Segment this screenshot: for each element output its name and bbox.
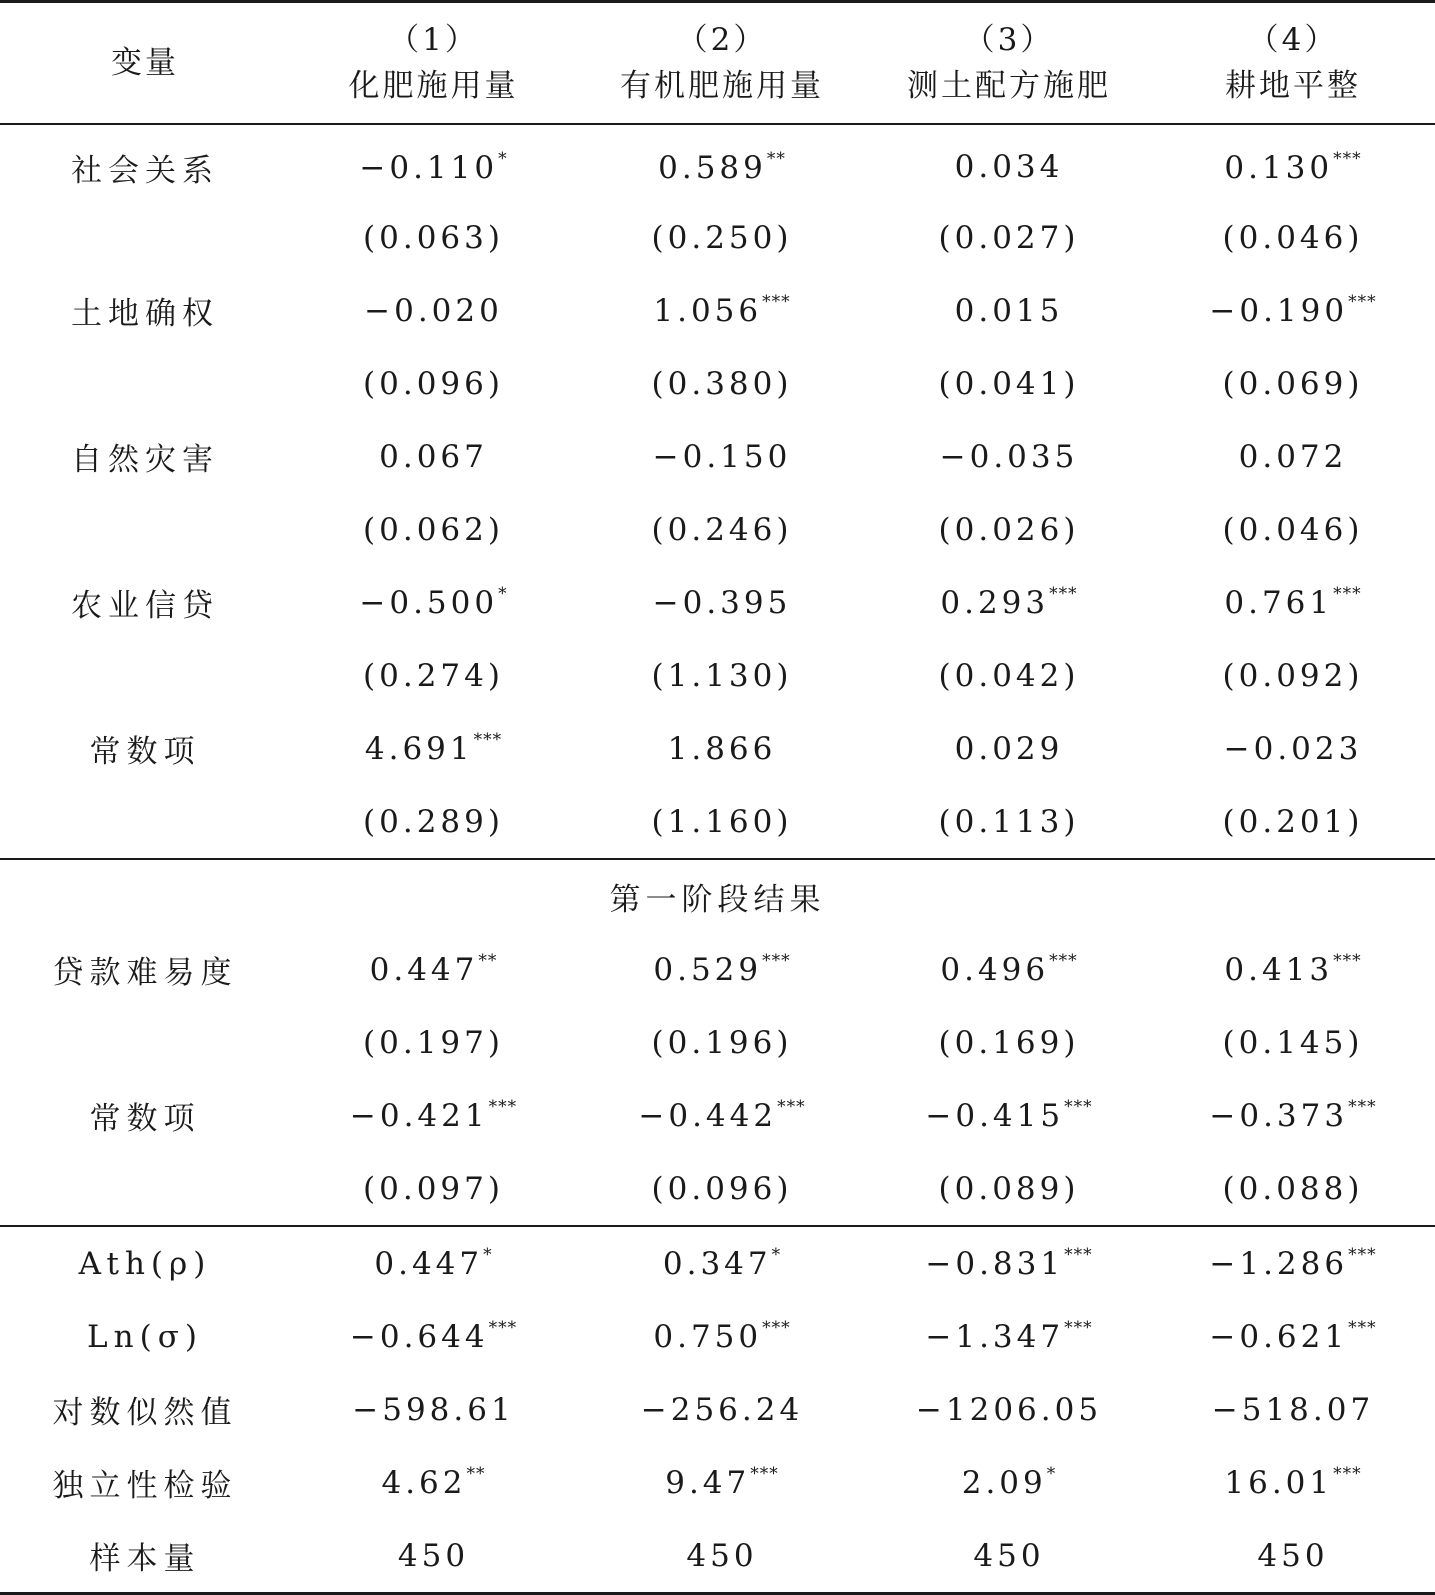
- coefficient-value: (1.160): [651, 803, 793, 840]
- table-row: [0, 493, 1435, 566]
- variable-label: 对数似然值: [52, 1395, 238, 1431]
- coefficient-value: 4.691: [364, 731, 474, 767]
- table-row: [0, 347, 1435, 420]
- value-cell: [867, 1300, 1151, 1373]
- variable-label: [0, 493, 290, 566]
- value-cell: [290, 1373, 577, 1446]
- table-row: [0, 1446, 1435, 1519]
- value-cell: [290, 712, 577, 785]
- value-cell: [867, 1373, 1151, 1446]
- coefficient-value: 9.47: [665, 1465, 751, 1501]
- significance-stars: ***: [1333, 584, 1362, 604]
- table-row: [0, 274, 1435, 347]
- value-cell: [1151, 493, 1435, 566]
- column-header-3: [867, 2, 1151, 125]
- value-cell: [867, 1006, 1151, 1079]
- coefficient-value: −256.24: [640, 1391, 804, 1428]
- coefficient-value: 450: [973, 1537, 1045, 1574]
- value-cell: [577, 1300, 867, 1373]
- coefficient-value: 0.029: [954, 730, 1064, 767]
- significance-stars: *: [483, 1245, 493, 1265]
- variable-label: 贷款难易度: [52, 955, 238, 991]
- coefficient-value: (0.197): [363, 1024, 504, 1061]
- coefficient-value: (0.169): [938, 1024, 1080, 1061]
- value-cell: [867, 201, 1151, 274]
- value-cell: [290, 785, 577, 859]
- significance-stars: ***: [1348, 292, 1377, 312]
- column-name: 耕地平整: [1225, 68, 1361, 104]
- value-cell: [290, 124, 577, 201]
- coefficient-value: 0.447: [369, 952, 479, 988]
- value-cell: [867, 933, 1151, 1006]
- coefficient-value: (0.046): [1222, 219, 1364, 256]
- significance-stars: ***: [1064, 1245, 1093, 1265]
- coefficient-value: 0.750: [653, 1319, 763, 1355]
- coefficient-value: (0.250): [651, 219, 793, 256]
- variable-label: 农业信贷: [71, 588, 219, 624]
- table-row: [0, 201, 1435, 274]
- coefficient-value: −518.07: [1211, 1391, 1375, 1428]
- table-row: [0, 712, 1435, 785]
- coefficient-value: −1.347: [925, 1319, 1065, 1355]
- value-cell: [290, 274, 577, 347]
- coefficient-value: −0.023: [1223, 730, 1363, 767]
- value-cell: [1151, 1373, 1435, 1446]
- value-cell: [1151, 201, 1435, 274]
- coefficient-value: (0.088): [1222, 1170, 1364, 1207]
- section-title-body: [0, 859, 1435, 933]
- coefficient-value: −0.190: [1209, 293, 1349, 329]
- significance-stars: ***: [1348, 1097, 1377, 1117]
- variable-label: 常数项: [89, 734, 201, 770]
- coefficient-value: (0.246): [651, 511, 793, 548]
- column-header-1: [290, 2, 577, 125]
- significance-stars: ***: [488, 1097, 518, 1117]
- coefficient-value: (0.092): [1222, 657, 1364, 694]
- value-cell: [1151, 1446, 1435, 1519]
- coefficient-value: 0.034: [954, 149, 1064, 185]
- value-cell: [290, 201, 577, 274]
- coefficient-value: 0.015: [954, 292, 1064, 329]
- significance-stars: ***: [762, 951, 791, 971]
- coefficient-value: (0.041): [938, 365, 1080, 402]
- coefficient-value: 0.496: [940, 952, 1050, 988]
- coefficient-value: (0.096): [651, 1170, 793, 1207]
- table-row: [0, 1152, 1435, 1226]
- table-row: [0, 1006, 1435, 1079]
- value-cell: [577, 1446, 867, 1519]
- coefficient-value: (0.201): [1222, 803, 1364, 840]
- significance-stars: *: [1046, 1464, 1057, 1484]
- coefficient-value: (0.289): [363, 803, 504, 840]
- value-cell: [290, 420, 577, 493]
- variable-label: 自然灾害: [71, 442, 219, 478]
- variable-label: [0, 1006, 290, 1079]
- significance-stars: **: [766, 148, 786, 169]
- column-name: 测土配方施肥: [907, 68, 1111, 104]
- value-cell: [867, 274, 1151, 347]
- coefficient-value: (0.113): [938, 803, 1080, 840]
- first-stage-body: [0, 933, 1435, 1226]
- column-number: （2）: [676, 22, 768, 58]
- value-cell: [867, 1226, 1151, 1300]
- table-row: [0, 420, 1435, 493]
- value-cell: [1151, 347, 1435, 420]
- significance-stars: ***: [750, 1464, 779, 1484]
- value-cell: [290, 1519, 577, 1594]
- coefficient-value: (0.096): [363, 365, 504, 402]
- significance-stars: ***: [1333, 148, 1362, 169]
- variable-label: [0, 1152, 290, 1226]
- significance-stars: ***: [777, 1097, 806, 1117]
- variable-label: [0, 347, 290, 420]
- significance-stars: ***: [473, 730, 503, 750]
- variable-label: [0, 785, 290, 859]
- variable-label: 样本量: [0, 1519, 290, 1594]
- coefficient-value: −0.020: [364, 292, 503, 329]
- table-row: [0, 1373, 1435, 1446]
- value-cell: [1151, 1519, 1435, 1594]
- value-cell: [577, 1079, 867, 1152]
- value-cell: [867, 785, 1151, 859]
- value-cell: [577, 1519, 867, 1594]
- value-cell: [867, 1079, 1151, 1152]
- coefficient-value: (0.145): [1222, 1024, 1364, 1061]
- table-row: [0, 1519, 1435, 1594]
- table-row: [0, 785, 1435, 859]
- coefficient-value: −0.395: [652, 584, 792, 621]
- coefficient-value: (0.069): [1222, 365, 1364, 402]
- significance-stars: ***: [1333, 951, 1362, 971]
- coefficient-value: 0.447: [374, 1246, 484, 1282]
- coefficient-value: (1.130): [651, 657, 793, 694]
- value-cell: [867, 639, 1151, 712]
- column-header-2: [577, 2, 867, 125]
- coefficient-value: (0.046): [1222, 511, 1364, 548]
- coefficient-value: (0.274): [363, 657, 504, 694]
- coefficient-value: −0.110: [359, 149, 499, 186]
- coefficient-value: 0.130: [1224, 149, 1334, 186]
- main-results-body: [0, 124, 1435, 859]
- value-cell: [577, 493, 867, 566]
- variable-label: [0, 201, 290, 274]
- value-cell: [577, 420, 867, 493]
- coefficient-value: −0.500: [359, 585, 499, 621]
- value-cell: [1151, 785, 1435, 859]
- table-row: [0, 1300, 1435, 1373]
- column-number: （3）: [963, 22, 1055, 58]
- value-cell: [1151, 566, 1435, 639]
- value-cell: [1151, 420, 1435, 493]
- significance-stars: ***: [1348, 1318, 1377, 1338]
- coefficient-value: 0.761: [1224, 585, 1334, 621]
- significance-stars: ***: [1064, 1097, 1093, 1117]
- coefficient-value: −598.61: [352, 1391, 515, 1428]
- variable-label: Ln(σ): [87, 1318, 203, 1355]
- value-cell: [290, 347, 577, 420]
- column-number: （1）: [388, 22, 479, 58]
- coefficient-value: 0.072: [1238, 438, 1348, 475]
- value-cell: [1151, 274, 1435, 347]
- coefficient-value: (0.089): [938, 1170, 1080, 1207]
- value-cell: [577, 566, 867, 639]
- coefficient-value: (0.026): [938, 511, 1080, 548]
- value-cell: [577, 274, 867, 347]
- coefficient-value: 450: [1257, 1537, 1329, 1574]
- significance-stars: *: [771, 1245, 782, 1265]
- coefficient-value: 450: [397, 1537, 470, 1574]
- statistics-body: [0, 1226, 1435, 1594]
- table-row: [0, 1226, 1435, 1300]
- coefficient-value: (0.062): [363, 511, 504, 548]
- table-row: [0, 1079, 1435, 1152]
- table-row: [0, 124, 1435, 201]
- value-cell: [1151, 1152, 1435, 1226]
- value-cell: [290, 1300, 577, 1373]
- value-cell: [867, 124, 1151, 201]
- table-header-row: [0, 2, 1435, 125]
- significance-stars: **: [466, 1464, 486, 1484]
- value-cell: [290, 1006, 577, 1079]
- value-cell: [1151, 1300, 1435, 1373]
- value-cell: [290, 639, 577, 712]
- coefficient-value: 0.293: [940, 585, 1050, 621]
- significance-stars: *: [498, 148, 508, 169]
- value-cell: [867, 347, 1151, 420]
- column-number: （4）: [1247, 22, 1339, 58]
- coefficient-value: 0.589: [658, 149, 767, 186]
- significance-stars: ***: [1348, 1245, 1377, 1265]
- value-cell: [577, 1226, 867, 1300]
- value-cell: [1151, 933, 1435, 1006]
- value-cell: [867, 1446, 1151, 1519]
- value-cell: [577, 347, 867, 420]
- value-cell: [577, 124, 867, 201]
- significance-stars: ***: [1064, 1318, 1093, 1338]
- value-cell: [867, 493, 1151, 566]
- variable-label: Ath(ρ): [0, 1226, 290, 1300]
- value-cell: [1151, 1006, 1435, 1079]
- coefficient-value: (0.042): [938, 657, 1080, 694]
- variable-label: [0, 639, 290, 712]
- value-cell: [577, 712, 867, 785]
- significance-stars: **: [478, 951, 498, 971]
- value-cell: [290, 1446, 577, 1519]
- value-cell: [577, 1006, 867, 1079]
- coefficient-value: 1.866: [667, 730, 777, 767]
- value-cell: [577, 201, 867, 274]
- significance-stars: ***: [1049, 584, 1078, 604]
- coefficient-value: −0.150: [652, 438, 792, 475]
- coefficient-value: 2.09: [961, 1465, 1047, 1501]
- coefficient-value: −0.831: [925, 1246, 1065, 1282]
- value-cell: [290, 1226, 577, 1300]
- coefficient-value: (0.380): [651, 365, 793, 402]
- section-title: 第一阶段结果: [0, 859, 1435, 933]
- coefficient-value: −0.421: [349, 1098, 489, 1134]
- significance-stars: *: [498, 584, 508, 604]
- variable-header: 变量: [0, 2, 290, 125]
- value-cell: [1151, 124, 1435, 201]
- variable-label: 独立性检验: [52, 1468, 238, 1504]
- column-header-4: [1151, 2, 1435, 125]
- value-cell: [1151, 639, 1435, 712]
- value-cell: [1151, 1079, 1435, 1152]
- coefficient-value: −1206.05: [915, 1391, 1103, 1428]
- coefficient-value: (0.097): [363, 1170, 504, 1207]
- value-cell: [1151, 1226, 1435, 1300]
- coefficient-value: (0.196): [651, 1024, 793, 1061]
- significance-stars: ***: [488, 1318, 518, 1338]
- column-name: 化肥施用量: [348, 68, 519, 104]
- value-cell: [290, 566, 577, 639]
- variable-label: 社会关系: [71, 152, 219, 189]
- value-cell: [577, 1373, 867, 1446]
- coefficient-value: 0.347: [662, 1246, 772, 1282]
- table-row: [0, 566, 1435, 639]
- coefficient-value: 0.067: [379, 438, 488, 475]
- coefficient-value: −0.644: [349, 1319, 489, 1355]
- coefficient-value: 450: [686, 1537, 758, 1574]
- value-cell: [867, 420, 1151, 493]
- table-row: [0, 639, 1435, 712]
- coefficient-value: −1.286: [1209, 1246, 1349, 1282]
- section-title-row: [0, 859, 1435, 933]
- variable-label: 常数项: [89, 1101, 201, 1137]
- coefficient-value: −0.035: [939, 438, 1079, 475]
- value-cell: [290, 493, 577, 566]
- column-name: 有机肥施用量: [620, 68, 824, 104]
- coefficient-value: (0.027): [938, 219, 1080, 256]
- coefficient-value: −0.621: [1209, 1319, 1349, 1355]
- coefficient-value: −0.373: [1209, 1098, 1349, 1134]
- value-cell: [867, 566, 1151, 639]
- value-cell: [577, 1152, 867, 1226]
- value-cell: [577, 933, 867, 1006]
- value-cell: [867, 1519, 1151, 1594]
- value-cell: [1151, 712, 1435, 785]
- coefficient-value: 1.056: [653, 293, 763, 329]
- variable-label: 土地确权: [71, 296, 219, 332]
- value-cell: [290, 933, 577, 1006]
- coefficient-value: 16.01: [1224, 1465, 1334, 1501]
- value-cell: [290, 1079, 577, 1152]
- significance-stars: ***: [1049, 951, 1078, 971]
- significance-stars: ***: [1333, 1464, 1362, 1484]
- coefficient-value: 4.62: [381, 1465, 467, 1501]
- value-cell: [867, 1152, 1151, 1226]
- coefficient-value: −0.415: [925, 1098, 1065, 1134]
- value-cell: [867, 712, 1151, 785]
- coefficient-value: 0.413: [1224, 952, 1334, 988]
- value-cell: [577, 785, 867, 859]
- coefficient-value: (0.063): [363, 219, 504, 256]
- value-cell: [577, 639, 867, 712]
- value-cell: [290, 1152, 577, 1226]
- table-row: [0, 933, 1435, 1006]
- coefficient-value: 0.529: [653, 952, 763, 988]
- significance-stars: ***: [762, 1318, 791, 1338]
- coefficient-value: −0.442: [638, 1098, 778, 1134]
- significance-stars: ***: [762, 292, 791, 312]
